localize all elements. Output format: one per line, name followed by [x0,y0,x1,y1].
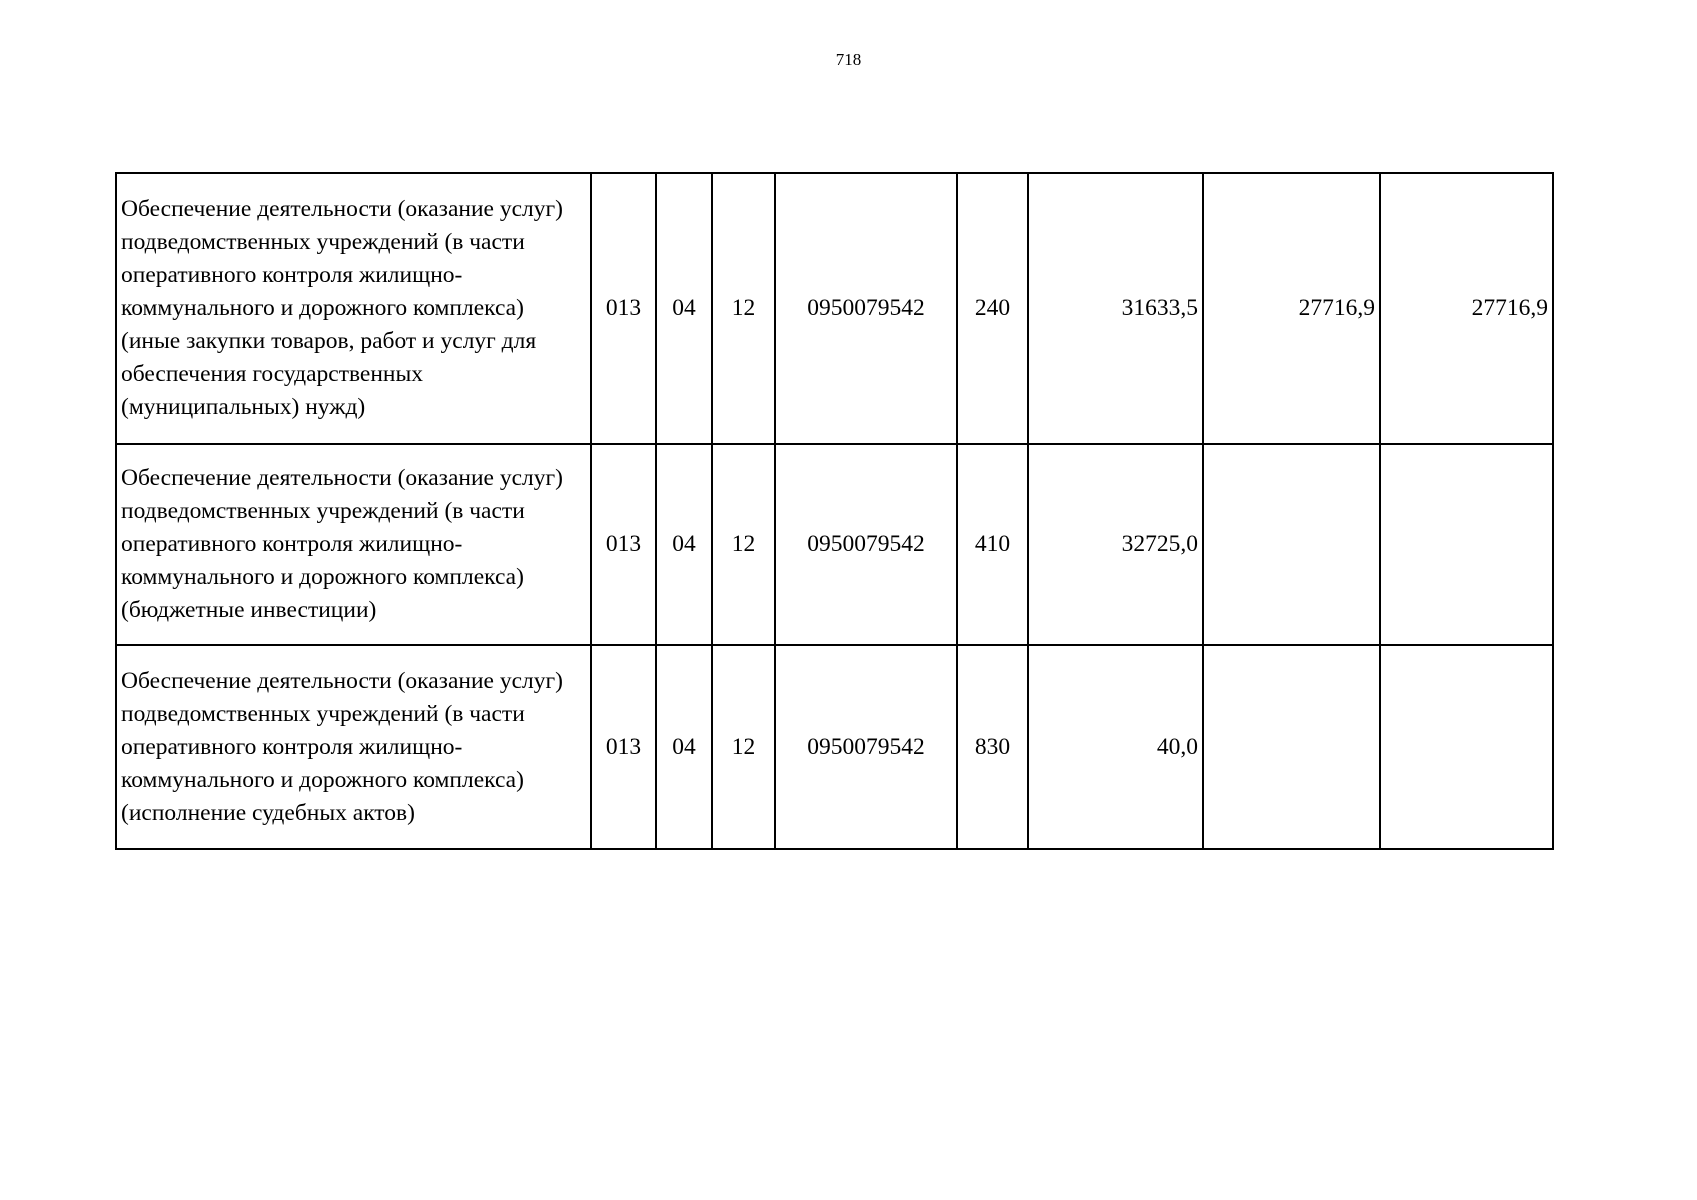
subsection-code-cell: 12 [712,645,775,849]
page-number: 718 [835,50,862,69]
amount-year2-cell [1203,645,1380,849]
table-row [116,444,1553,645]
target-article-cell: 0950079542 [775,645,957,849]
table-row [116,173,1553,444]
expense-name-cell: Обеспечение деятельности (оказание услуг) подведомственных учреждений (в части оперативного контроля жилищно-коммунального и дорожного комплекса) (исполнение судебных актов) [116,645,591,849]
amount-year1-cell: 40,0 [1028,645,1203,849]
expense-type-cell: 240 [957,173,1028,444]
subsection-code-cell: 12 [712,444,775,645]
table-row [116,645,1553,849]
ministry-code-cell: 013 [591,444,656,645]
budget-table [115,172,1554,850]
target-article-cell: 0950079542 [775,444,957,645]
ministry-code-cell: 013 [591,173,656,444]
section-code-cell: 04 [656,645,712,849]
section-code-cell: 04 [656,173,712,444]
amount-year2-cell [1203,444,1380,645]
expense-type-cell: 410 [957,444,1028,645]
expense-type-cell: 830 [957,645,1028,849]
expense-name-cell: Обеспечение деятельности (оказание услуг) подведомственных учреждений (в части оперативного контроля жилищно-коммунального и дорожного комплекса) (иные закупки товаров, работ и услуг для обеспечения государственных (муниципальных) нужд) [116,173,591,444]
target-article-cell: 0950079542 [775,173,957,444]
amount-year3-cell: 27716,9 [1380,173,1553,444]
amount-year3-cell [1380,444,1553,645]
expense-name-cell: Обеспечение деятельности (оказание услуг) подведомственных учреждений (в части оперативного контроля жилищно-коммунального и дорожного комплекса) (бюджетные инвестиции) [116,444,591,645]
ministry-code-cell: 013 [591,645,656,849]
amount-year2-cell: 27716,9 [1203,173,1380,444]
amount-year1-cell: 31633,5 [1028,173,1203,444]
section-code-cell: 04 [656,444,712,645]
amount-year3-cell [1380,645,1553,849]
amount-year1-cell: 32725,0 [1028,444,1203,645]
subsection-code-cell: 12 [712,173,775,444]
